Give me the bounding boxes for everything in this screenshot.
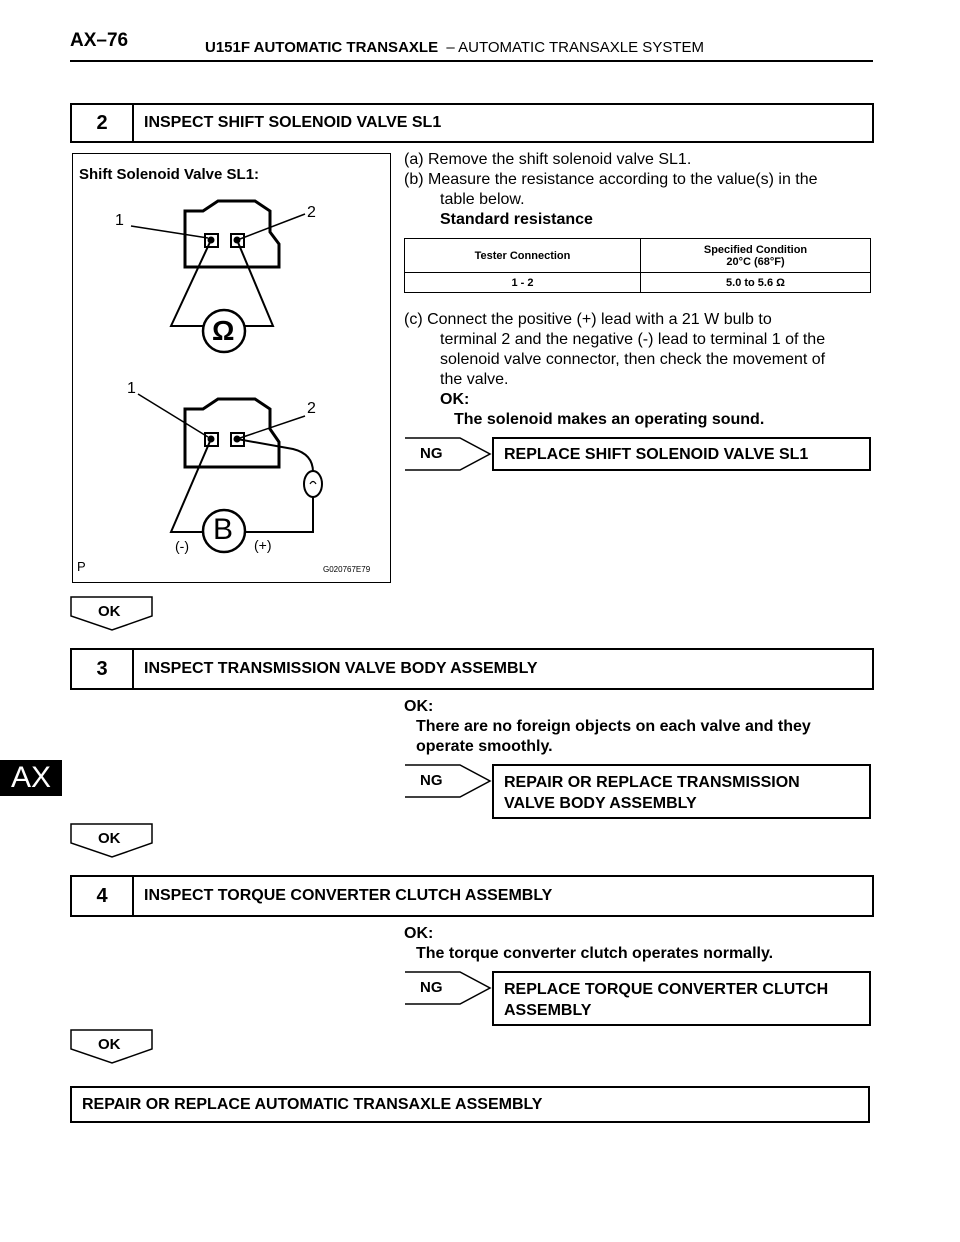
step-2c-line1: (c) Connect the positive (+) lead with a 21 W bulb to: [404, 311, 772, 328]
step-2-header: [70, 103, 874, 143]
ng-label: NG: [420, 445, 443, 462]
ok-label: OK:: [404, 925, 434, 942]
ok-label: OK:: [440, 391, 470, 408]
step-number: 3: [72, 650, 134, 688]
figure-corner-mark: P: [77, 559, 86, 574]
standard-resistance-label: Standard resistance: [440, 211, 593, 228]
ng-action-box: [492, 971, 871, 1026]
page-title-main: U151F AUTOMATIC TRANSAXLE: [205, 39, 439, 56]
ng-label: NG: [420, 772, 443, 789]
battery-icon: B: [213, 513, 234, 546]
pin-label-2: 2: [307, 204, 316, 221]
ok-criteria: The torque converter clutch operates normally.: [416, 945, 774, 962]
ok-criteria-line2: operate smoothly.: [416, 738, 553, 755]
ng-arrow-icon: [404, 437, 494, 471]
page-number: AX–76: [70, 30, 129, 51]
table-header-condition: Specified Condition 20°C (68°F): [641, 239, 871, 273]
header-rule: [70, 60, 873, 62]
negative-label: (-): [175, 538, 189, 554]
ok-arrow-label: OK: [98, 830, 121, 847]
page-title: [205, 39, 704, 56]
page-title-sub: – AUTOMATIC TRANSAXLE SYSTEM: [446, 39, 704, 56]
ng-action-line1: REPAIR OR REPLACE TRANSMISSION: [504, 774, 800, 791]
table-cell-spec: 5.0 to 5.6 Ω: [641, 273, 871, 293]
ng-action-line2: ASSEMBLY: [504, 1002, 592, 1019]
step-2c-line2: terminal 2 and the negative (-) lead to terminal 1 of the: [440, 331, 826, 348]
ok-label: OK:: [404, 698, 434, 715]
section-tab: AX: [0, 760, 62, 796]
ok-arrow-label: OK: [98, 603, 121, 620]
step-2b-line1: (b) Measure the resistance according to the value(s) in the: [404, 171, 818, 188]
ok-criteria: The solenoid makes an operating sound.: [454, 411, 765, 428]
table-cell-connection: 1 - 2: [405, 273, 641, 293]
figure-id: G020767E79: [323, 565, 371, 574]
step-3-header: [70, 648, 874, 690]
step-2b-line2: table below.: [440, 191, 525, 208]
positive-label: (+): [254, 537, 272, 553]
ng-arrow-icon: [404, 971, 494, 1005]
step-2a: (a) Remove the shift solenoid valve SL1.: [404, 151, 692, 168]
pin-label-1-lower: 1: [127, 380, 136, 397]
step-number: 4: [72, 877, 134, 915]
final-action-box: REPAIR OR REPLACE AUTOMATIC TRANSAXLE ASSEMBLY: [70, 1086, 870, 1123]
ng-action-line1: REPLACE TORQUE CONVERTER CLUTCH: [504, 981, 829, 998]
ok-arrow-label: OK: [98, 1036, 121, 1053]
step-number: 2: [72, 105, 134, 141]
ohmmeter-icon: Ω: [212, 315, 235, 346]
step-2c-line4: the valve.: [440, 371, 509, 388]
pin-label-1: 1: [115, 212, 124, 229]
solenoid-figure: [72, 153, 391, 583]
ok-criteria-line1: There are no foreign objects on each valve and they: [416, 718, 811, 735]
ng-action-box: REPLACE SHIFT SOLENOID VALVE SL1: [492, 437, 871, 471]
ng-label: NG: [420, 979, 443, 996]
ng-arrow-icon: [404, 764, 494, 798]
ng-action-box: [492, 764, 871, 819]
step-title: INSPECT TRANSMISSION VALVE BODY ASSEMBLY: [144, 660, 538, 677]
figure-caption: Shift Solenoid Valve SL1:: [79, 166, 260, 183]
step-title: INSPECT SHIFT SOLENOID VALVE SL1: [144, 114, 442, 131]
resistance-table: [404, 238, 871, 293]
table-header-connection: Tester Connection: [405, 239, 641, 273]
step-title: INSPECT TORQUE CONVERTER CLUTCH ASSEMBLY: [144, 887, 553, 904]
step-2c-line3: solenoid valve connector, then check the movement of: [440, 351, 826, 368]
ng-action-line2: VALVE BODY ASSEMBLY: [504, 795, 697, 812]
pin-label-2-lower: 2: [307, 400, 316, 417]
table-row: [405, 273, 871, 293]
step-4-header: [70, 875, 874, 917]
